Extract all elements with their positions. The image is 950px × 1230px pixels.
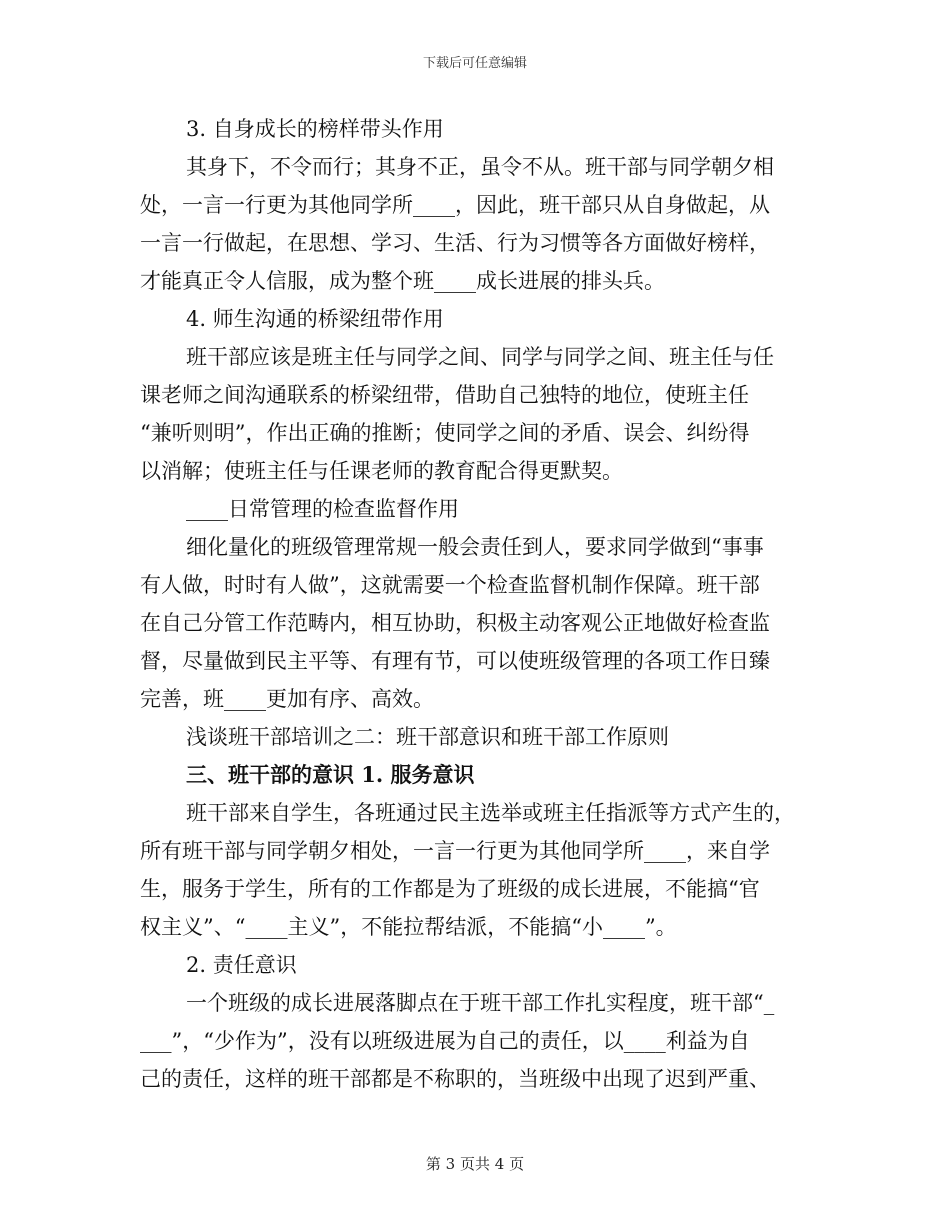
text-line: 课老师之间沟通联系的桥梁纽带，借助自己独特的地位，使班主任 xyxy=(140,383,749,407)
text-line: 班干部应该是班主任与同学之间、同学与同学之间、班主任与任 xyxy=(186,345,774,369)
text-line: 以消解；使班主任与任课老师的教育配合得更默契。 xyxy=(140,459,623,483)
text-line: 所有班干部与同学朝夕相处，一言一行更为其他同学所____，来自学 xyxy=(140,839,770,863)
text-line: ___”，“少作为”，没有以班级进展为自己的责任，以____利益为自 xyxy=(140,1029,750,1053)
text-line: 细化量化的班级管理常规一般会责任到人，要求同学做到“事事 xyxy=(186,535,764,559)
text-line: 4. 师生沟通的桥梁纽带作用 xyxy=(186,307,444,331)
text-line: 督，尽量做到民主平等、有理有节，可以使班级管理的各项工作日臻 xyxy=(140,649,770,673)
text-line: 一言一行做起，在思想、学习、生活、行为习惯等各方面做好榜样， xyxy=(140,231,770,255)
page-header: 下载后可任意编辑 xyxy=(422,56,527,71)
text-line: 一个班级的成长进展落脚点在于班干部工作扎实程度，班干部“_ xyxy=(186,991,775,1015)
text-line: 生，服务于学生，所有的工作都是为了班级的成长进展，不能搞“官 xyxy=(140,877,760,901)
text-line: ____日常管理的检查监督作用 xyxy=(186,497,459,521)
text-line: 完善，班____更加有序、高效。 xyxy=(140,687,434,711)
text-line: 三、班干部的意识 1. 服务意识 xyxy=(186,762,475,787)
text-line: 在自己分管工作范畴内，相互协助，积极主动客观公正地做好检查监 xyxy=(140,611,770,635)
text-line: 浅谈班干部培训之二：班干部意识和班干部工作原则 xyxy=(186,725,669,749)
text-line: 权主义”、“____主义”，不能拉帮结派，不能搞“小____”。 xyxy=(140,915,677,939)
text-line: 才能真正令人信服，成为整个班____成长进展的排头兵。 xyxy=(140,269,665,293)
page-footer: 第 3 页共 4 页 xyxy=(425,1155,525,1173)
text-line: 处，一言一行更为其他同学所____，因此，班干部只从自身做起，从 xyxy=(140,193,770,217)
text-line: 有人做，时时有人做”，这就需要一个检查监督机制作保障。班干部 xyxy=(140,573,760,597)
text-line: 己的责任，这样的班干部都是不称职的，当班级中出现了迟到严重、 xyxy=(140,1067,770,1091)
text-line: 3. 自身成长的榜样带头作用 xyxy=(186,117,444,141)
document-body xyxy=(140,110,820,1098)
text-line: “兼听则明”，作出正确的推断；使同学之间的矛盾、误会、纠纷得 xyxy=(140,421,750,445)
text-line: 其身下，不令而行；其身不正，虽令不从。班干部与同学朝夕相 xyxy=(186,155,774,179)
text-line: 2. 责任意识 xyxy=(186,953,297,977)
text-line: 班干部来自学生，各班通过民主选举或班主任指派等方式产生的， xyxy=(186,801,795,825)
